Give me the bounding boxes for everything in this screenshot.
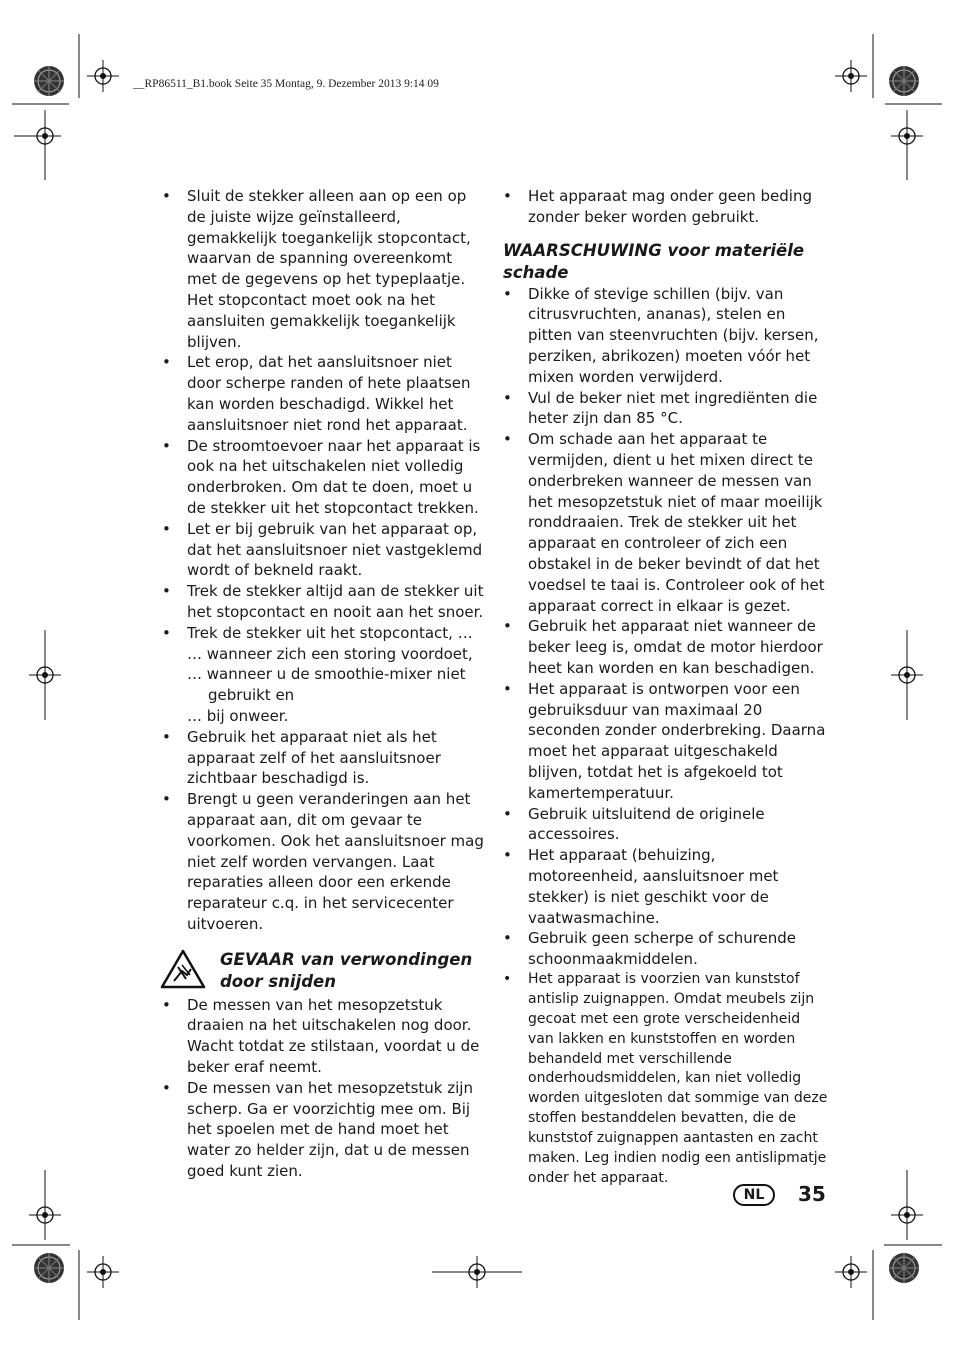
- safety-list: [162, 186, 484, 935]
- unplug-condition: … wanneer zich een storing voordoet,: [187, 644, 473, 663]
- list-item: • Vul de beker niet met ingrediënten die heter zijn dan 85 °C.: [503, 388, 828, 430]
- unplug-intro: • Trek de stekker uit het stopcontact, …: [187, 623, 473, 642]
- language-badge: NL: [733, 1184, 775, 1206]
- unplug-condition-cont: gebruikt en: [208, 686, 295, 705]
- list-item: • Gebruik uitsluitend de originele accessoires.: [503, 804, 828, 846]
- list-item-unplug: [162, 623, 484, 727]
- list-item: • Dikke of stevige schillen (bijv. van citrusvruchten, ananas), stelen en pitten van steenvruchten (bijv. kersen, perziken, abrikozen) moeten vóór het mixen worden verwijderd.: [503, 284, 828, 388]
- unplug-condition: … bij onweer.: [187, 706, 289, 725]
- list-item: • De messen van het mesopzetstuk draaien na het uitschakelen nog door. Wacht totdat ze stilstaan, voordat u de beker eraf neemt.: [162, 995, 484, 1078]
- list-item: • Let er bij gebruik van het apparaat op, dat het aansluitsnoer niet vastgeklemd wordt of bekneld raakt.: [162, 519, 484, 581]
- list-item: • Brengt u geen veranderingen aan het apparaat aan, dit om gevaar te voorkomen. Ook het aansluitsnoer mag niet zelf worden vervangen. Laat reparaties alleen door een erkende reparateur c.q. in het servicecenter uitvoeren.: [162, 789, 484, 935]
- warning-list: [162, 995, 484, 1182]
- list-item: • Gebruik het apparaat niet als het apparaat zelf of het aansluitsnoer zichtbaar beschadigd is.: [162, 727, 484, 789]
- file-info-header: __RP86511_B1.book Seite 35 Montag, 9. Dezember 2013 9:14 09: [133, 78, 439, 90]
- list-item: • Het apparaat (behuizing, motoreenheid, aansluitsnoer met stekker) is niet geschikt voor de vaatwasmachine.: [503, 845, 828, 928]
- list-item: • Trek de stekker altijd aan de stekker uit het stopcontact en nooit aan het snoer.: [162, 581, 484, 623]
- left-column: [162, 186, 484, 1182]
- list-item: • Het apparaat mag onder geen beding zonder beker worden gebruikt.: [503, 186, 828, 228]
- page-number: 35: [798, 1182, 826, 1206]
- intro-list: [503, 186, 828, 228]
- list-item: • Gebruik het apparaat niet wanneer de beker leeg is, omdat de motor hierdoor heet kan worden en kan beschadigen.: [503, 616, 828, 678]
- list-item: • De messen van het mesopzetstuk zijn scherp. Ga er voorzichtig mee om. Bij het spoelen met de hand moet het water zo helder zijn, dat u de messen goed kunt zien.: [162, 1078, 484, 1182]
- list-item: • Gebruik geen scherpe of schurende schoonmaakmiddelen.: [503, 928, 828, 970]
- list-item: • Het apparaat is voorzien van kunststof antislip zuignappen. Omdat meubels zijn gecoat met een grote verscheidenheid van lakken en kunststoffen en worden behandeld met verschillende onderhoudsmiddelen, kan niet volledig worden uitgesloten dat sommige van deze stoffen bestanddelen bevatten, die de kunststof zuignappen aantasten en zacht maken. Leg indien nodig een antislipmatje onder het apparaat.: [503, 970, 828, 1189]
- right-column: [503, 186, 828, 1189]
- list-item: • De stroomtoevoer naar het apparaat is ook na het uitschakelen niet volledig onderbroken. Om dat te doen, moet u de stekker uit het stopcontact trekken.: [162, 436, 484, 519]
- unplug-condition: … wanneer u de smoothie-mixer niet: [187, 665, 466, 684]
- cut-hazard-warning-icon: [160, 949, 206, 989]
- list-item: • Sluit de stekker alleen aan op een op de juiste wijze geïnstalleerd, gemakkelijk toegankelijk stopcontact, waarvan de spanning overeenkomt met de gegevens op het typeplaatje. Het stopcontact moet ook na het aansluiten gemakkelijk toegankelijk blijven.: [162, 186, 484, 352]
- material-damage-list: [503, 284, 828, 1189]
- list-item: • Om schade aan het apparaat te vermijden, dient u het mixen direct te onderbreken wanneer de messen van het mesopzetstuk niet of maar moeilijk ronddraaien. Trek de stekker uit het apparaat en controleer of zich een obstakel in de beker bevindt of dat het voedsel te taai is. Controleer ook of het apparaat correct in elkaar is gezet.: [503, 429, 828, 616]
- list-item: • Het apparaat is ontworpen voor een gebruiksduur van maximaal 20 seconden zonder onderbreking. Daarna moet het apparaat uitgeschakeld blijven, totdat het is afgekoeld tot kamertemperatuur.: [503, 679, 828, 804]
- list-item: • Let erop, dat het aansluitsnoer niet door scherpe randen of hete plaatsen kan worden beschadigd. Wikkel het aansluitsnoer niet rond het apparaat.: [162, 352, 484, 435]
- material-damage-heading: WAARSCHUWING voor materiële schade: [503, 240, 805, 282]
- warning-heading: GEVAAR van verwondingen door snijden: [220, 949, 473, 991]
- warning-block: [162, 949, 484, 993]
